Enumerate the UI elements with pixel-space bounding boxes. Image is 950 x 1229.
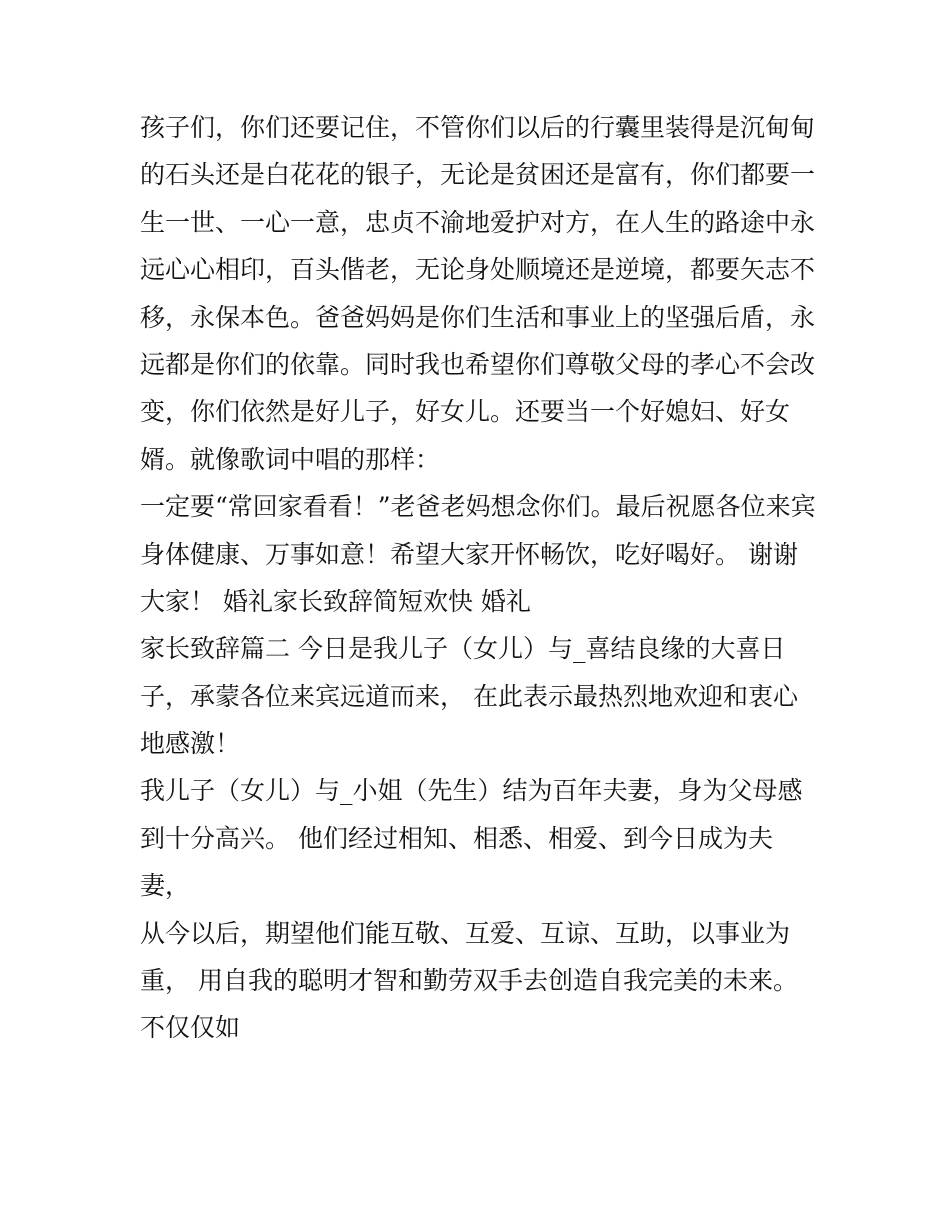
text-line: 身体健康、万事如意！希望大家开怀畅饮，吃好喝好。 谢谢 [140, 539, 798, 569]
text-line: 子，承蒙各位来宾远道而来， 在此表示最热烈地欢迎和衷心 [140, 681, 798, 711]
text-line: 重， 用自我的聪明才智和勤劳双手去创造自我完美的未来。 [140, 966, 798, 996]
text-line: 不仅仅如 [140, 1013, 241, 1043]
text-line: 生一世、一心一意，忠贞不渝地爱护对方，在人生的路途中永 [140, 207, 816, 237]
text-line: 我儿子（女儿）与_小姐（先生）结为百年夫妻，身为父母感 [140, 776, 803, 806]
text-line: 的石头还是白花花的银子，无论是贫困还是富有，你们都要一 [140, 160, 816, 190]
text-line: 移，永保本色。爸爸妈妈是你们生活和事业上的坚强后盾，永 [140, 302, 816, 332]
text-line: 从今以后，期望他们能互敬、互爱、互谅、互助，以事业为 [140, 918, 791, 948]
text-line: 妻， [140, 871, 191, 901]
text-line: 孩子们，你们还要记住，不管你们以后的行囊里装得是沉甸甸 [140, 113, 816, 142]
text-line: 地感激！ [140, 729, 241, 759]
text-line: 家长致辞篇二 今日是我儿子（女儿）与_喜结良缘的大喜日 [140, 634, 786, 664]
text-line: 远心心相印，百头偕老，无论身处顺境还是逆境，都要矢志不 [140, 255, 816, 285]
text-line: 远都是你们的依靠。同时我也希望你们尊敬父母的孝心不会改 [140, 349, 816, 379]
text-line: 到十分高兴。 他们经过相知、相悉、相爱、到今日成为夫 [140, 823, 773, 853]
body-text [140, 104, 830, 1052]
text-line: 一定要“常回家看看！”老爸老妈想念你们。最后祝愿各位来宾 [140, 492, 816, 522]
text-line: 大家！ 婚礼家长致辞简短欢快 婚礼 [140, 586, 531, 616]
text-line: 变，你们依然是好儿子，好女儿。还要当一个好媳妇、好女 [140, 397, 791, 427]
text-line: 婿。就像歌词中唱的那样： [140, 444, 441, 474]
